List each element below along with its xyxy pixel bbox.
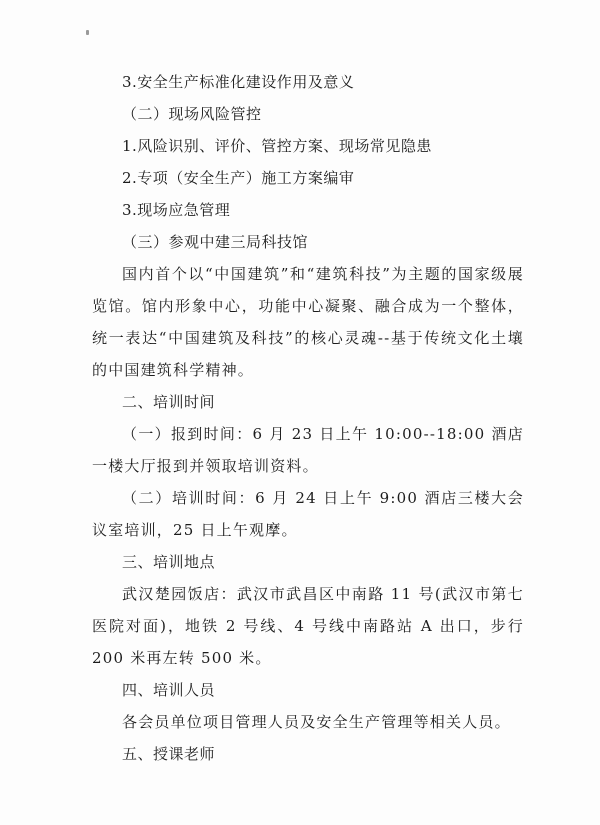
item-3-standardization: 3.安全生产标准化建设作用及意义 (122, 73, 355, 91)
museum-description: 国内首个以“中国建筑”和“建筑科技”为主题的国家级展览馆。馆内形象中心，功能中心凝聚、融合成为一个整体，统一表达“中国建筑及科技”的核心灵魂--基于传统文化土壤的中国建筑科学精神。 (92, 265, 524, 379)
section-training-location-heading: 三、培训地点 (122, 553, 216, 571)
training-time: （二）培训时间：6 月 24 日上午 9:00 酒店三楼大会议室培训，25 日上午观摩。 (92, 489, 524, 539)
section-instructors-heading: 五、授课老师 (122, 745, 216, 763)
item-2-special-plan-review: 2.专项（安全生产）施工方案编审 (122, 169, 355, 187)
subsection-site-risk-control: （二）现场风险管控 (122, 105, 262, 123)
registration-time: （一）报到时间：6 月 23 日上午 10:00--18:00 酒店一楼大厅报到并领取培训资料。 (92, 425, 524, 475)
training-location: 武汉楚园饭店：武汉市武昌区中南路 11 号(武汉市第七医院对面)，地铁 2 号线、4 号线中南路站 A 出口，步行 200 米再左转 500 米。 (92, 585, 524, 667)
trainees-description: 各会员单位项目管理人员及安全生产管理等相关人员。 (122, 713, 511, 731)
item-1-risk-identification: 1.风险识别、评价、管控方案、现场常见隐患 (122, 137, 432, 155)
subsection-visit-museum: （三）参观中建三局科技馆 (122, 233, 309, 251)
item-3-emergency-management: 3.现场应急管理 (122, 201, 231, 219)
section-training-time-heading: 二、培训时间 (122, 393, 216, 411)
scan-speck (86, 30, 89, 35)
section-trainees-heading: 四、培训人员 (122, 681, 216, 699)
document-body (92, 66, 524, 770)
